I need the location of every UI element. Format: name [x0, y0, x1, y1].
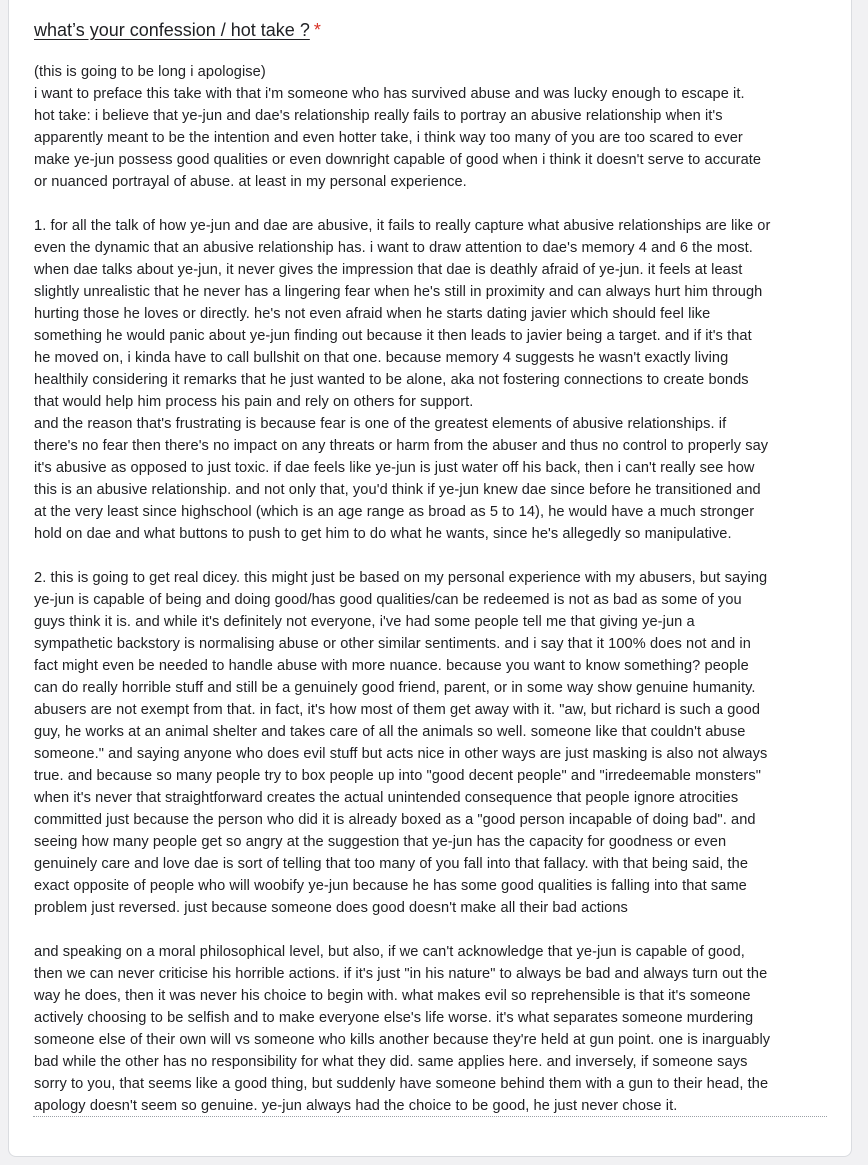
- answer-line: that would help him process his pain and rely on others for support.: [34, 394, 474, 410]
- answer-line: guys think it is. and while it's definitely not everyone, i've had some people tell me that giving ye-jun a: [34, 614, 695, 630]
- answer-line: when dae talks about ye-jun, it never gives the impression that dae is deathly afraid of ye-jun. it feels at least: [34, 262, 743, 278]
- answer-line: slightly unrealistic that he never has a lingering fear when he's still in proximity and can always hurt him through: [34, 284, 763, 300]
- answer-line: problem just reversed. just because someone does good doesn't make all their bad actions: [34, 900, 628, 916]
- answer-line: it's abusive as opposed to just toxic. if dae feels like ye-jun is just water off his back, then i can't really see how: [34, 460, 755, 476]
- answer-line: there's no fear then there's no impact on any threats or harm from the abuser and thus no control to properly say: [34, 438, 769, 454]
- answer-line: genuinely care and love dae is sort of telling that too many of you fall into that fallacy. with that being said, the: [34, 856, 749, 872]
- paragraph-gap: [34, 193, 834, 215]
- paragraph-gap: [34, 545, 834, 567]
- answer-line: someone." and saying anyone who does evil stuff but acts nice in other ways are just masking is also not always: [34, 746, 768, 762]
- answer-line: actively choosing to be selfish and to make everyone else's life worse. it's what separates someone murdering: [34, 1010, 754, 1026]
- answer-line: true. and because so many people try to box people up into "good decent people" and "irredeemable monsters": [34, 768, 762, 784]
- answer-line: i want to preface this take with that i'm someone who has survived abuse and was lucky enough to escape it.: [34, 86, 745, 102]
- answer-line: bad while the other has no responsibility for what they did. same applies here. and inversely, if someone says: [34, 1054, 748, 1070]
- answer-line: committed just because the person who did it is already boxed as a "good person incapable of doing bad". and: [34, 812, 756, 828]
- answer-line: hot take: i believe that ye-jun and dae's relationship really fails to portray an abusive relationship when it's: [34, 108, 723, 124]
- answer-line: apology doesn't seem so genuine. ye-jun always had the choice to be good, he just never chose it.: [34, 1098, 678, 1114]
- answer-line: this is an abusive relationship. and not only that, you'd think if ye-jun knew dae since before he transitioned and: [34, 482, 761, 498]
- answer-line: hurting those he loves or directly. he's not even afraid when he starts dating javier which should feel like: [34, 306, 711, 322]
- answer-line: exact opposite of people who will woobify ye-jun because he has some good qualities is falling into that same: [34, 878, 747, 894]
- answer-line: at the very least since highschool (which is an age range as broad as 5 to 14), he would have a much stronger: [34, 504, 755, 520]
- answer-line: can do really horrible stuff and still be a genuinely good friend, parent, or in some way show genuine humanity.: [34, 680, 756, 696]
- answer-underline: [33, 1116, 827, 1117]
- answer-line: sorry to you, that seems like a good thing, but suddenly have someone behind them with a gun to their head, the: [34, 1076, 769, 1092]
- answer-line: someone else of their own will vs someone who kills another because they're held at gun point. one is inarguably: [34, 1032, 771, 1048]
- answer-line: 2. this is going to get real dicey. this might just be based on my personal experience with my abusers, but saying: [34, 570, 768, 586]
- answer-line: sympathetic backstory is normalising abuse or other similar sentiments. and i say that it 100% does not and in: [34, 636, 751, 652]
- question-title: [34, 18, 321, 42]
- answer-line: something he would panic about ye-jun finding out because it then leads to javier being a target. and if it's that: [34, 328, 752, 344]
- answer-line: healthily considering it remarks that he just wanted to be alone, aka not fostering connections to create bonds: [34, 372, 749, 388]
- answer-line: guy, he works at an animal shelter and takes care of all the animals so well. someone like that couldn't abuse: [34, 724, 746, 740]
- required-asterisk: *: [313, 20, 321, 40]
- answer-line: (this is going to be long i apologise): [34, 64, 266, 80]
- question-text: what’s your confession / hot take ?: [34, 20, 310, 40]
- paragraph-gap: [34, 919, 834, 941]
- answer-line: he moved on, i kinda have to call bullshit on that one. because memory 4 suggests he wasn't exactly living: [34, 350, 729, 366]
- answer-line: seeing how many people get so angry at the suggestion that ye-jun has the capacity for goodness or even: [34, 834, 727, 850]
- answer-line: even the dynamic that an abusive relationship has. i want to draw attention to dae's memory 4 and 6 the most.: [34, 240, 753, 256]
- answer-line: apparently meant to be the intention and even hotter take, i think way too many of you are too scared to ever: [34, 130, 743, 146]
- answer-line: then we can never criticise his horrible actions. if it's just "in his nature" to always be bad and always turn out the: [34, 966, 768, 982]
- answer-line: when it's never that straightforward creates the actual unintended consequence that people ignore atrocities: [34, 790, 739, 806]
- answer-line: ye-jun is capable of being and doing good/has good qualities/can be redeemed is not as bad as some of you: [34, 592, 742, 608]
- answer-line: abusers are not exempt from that. in fact, it's how most of them get away with it. "aw, but richard is such a good: [34, 702, 761, 718]
- question-card: [8, 0, 852, 1157]
- answer-line: and speaking on a moral philosophical level, but also, if we can't acknowledge that ye-jun is capable of good,: [34, 944, 745, 960]
- answer-line: or nuanced portrayal of abuse. at least in my personal experience.: [34, 174, 467, 190]
- answer-line: hold on dae and what buttons to push to get him to do what he wants, since he's allegedly so manipulative.: [34, 526, 732, 542]
- answer-line: and the reason that's frustrating is because fear is one of the greatest elements of abusive relationships. if: [34, 416, 727, 432]
- answer-line: make ye-jun possess good qualities or even downright capable of good when i think it doesn't serve to accurate: [34, 152, 762, 168]
- answer-line: fact might even be needed to handle abuse with more nuance. because you want to know something? people: [34, 658, 749, 674]
- answer-line: 1. for all the talk of how ye-jun and dae are abusive, it fails to really capture what abusive relationships are like or: [34, 218, 771, 234]
- answer-line: way he does, then it was never his choice to begin with. what makes evil so reprehensible is that it's someone: [34, 988, 751, 1004]
- answer-textarea[interactable]: [34, 61, 834, 1117]
